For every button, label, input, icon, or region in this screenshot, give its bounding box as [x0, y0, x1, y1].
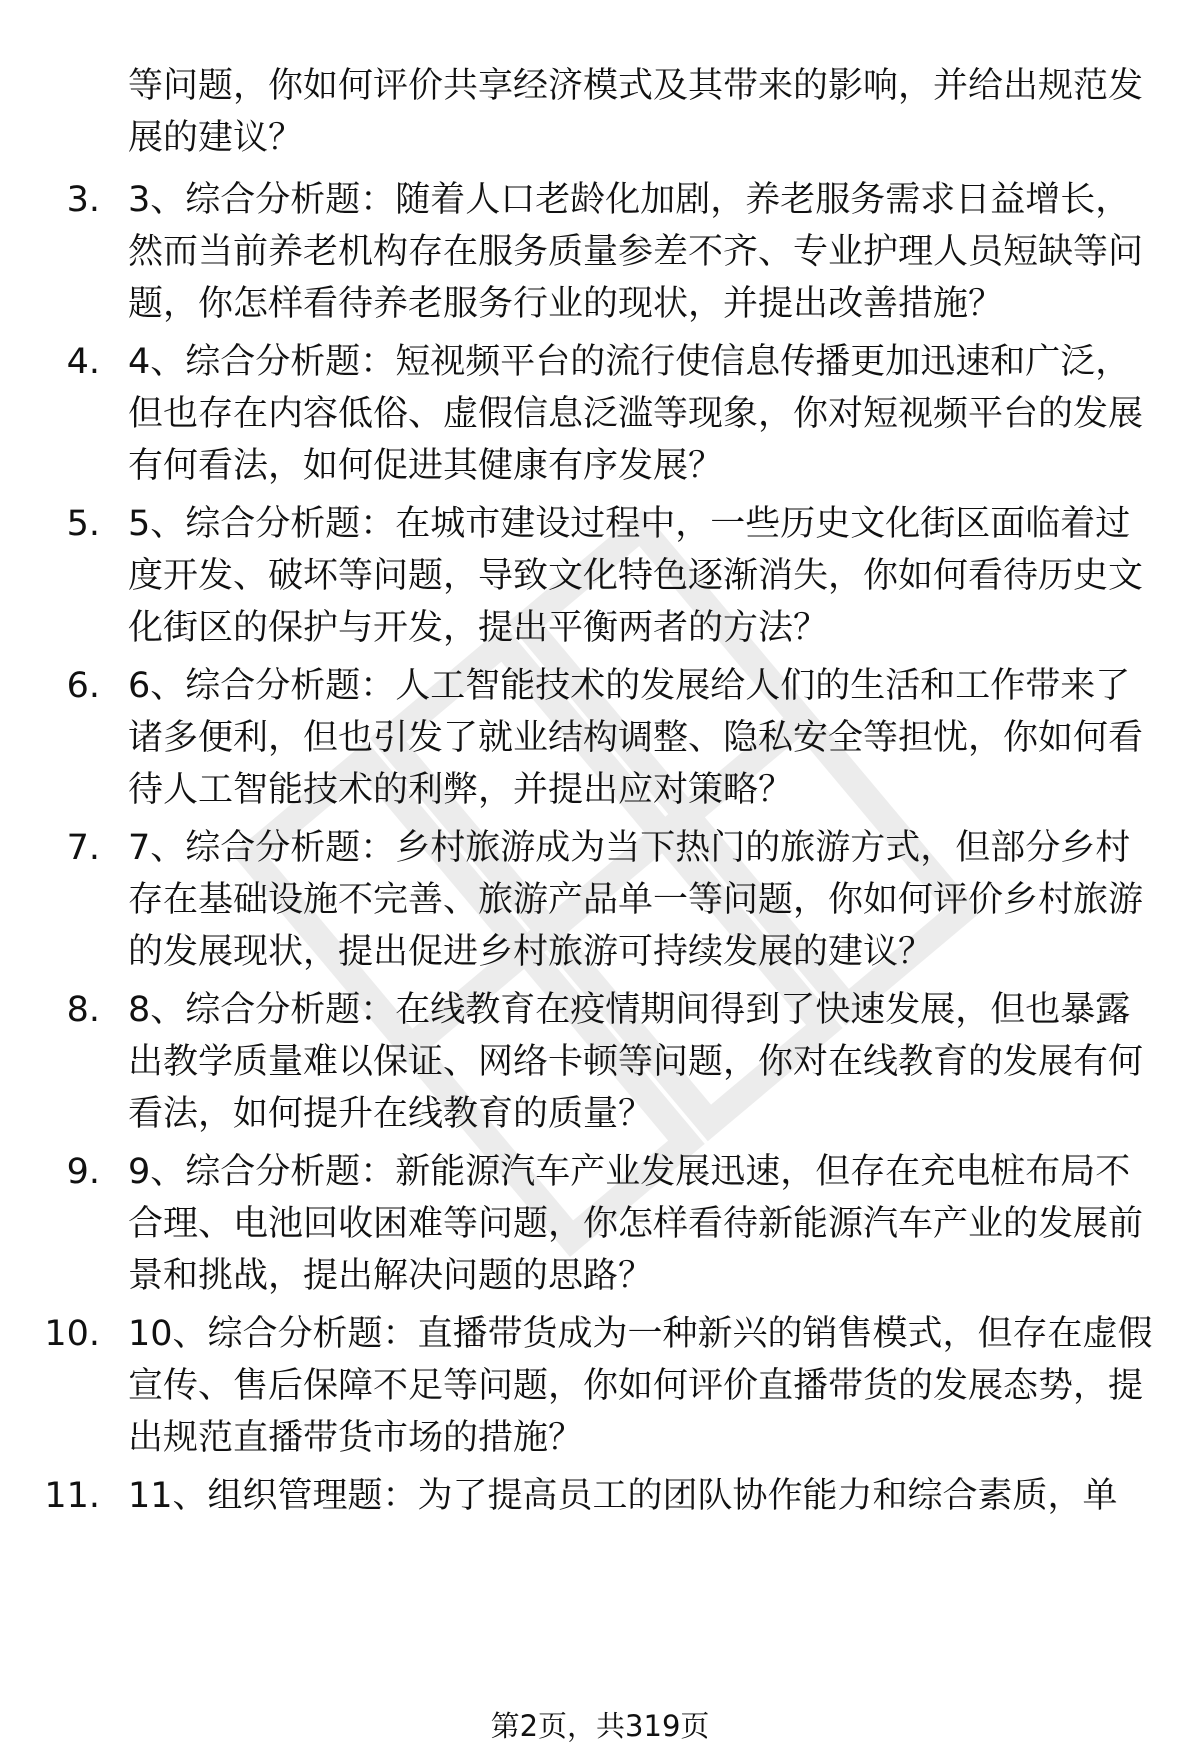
- item-number: 6.: [66, 666, 100, 706]
- item-number: 3.: [66, 180, 100, 220]
- continuation-text: 等问题，你如何评价共享经济模式及其带来的影响，并给出规范发展的建议？: [128, 66, 1144, 158]
- item-text: 5、综合分析题：在城市建设过程中，一些历史文化街区面临着过度开发、破坏等问题，导致文化特色逐渐消失，你如何看待历史文化街区的保护与开发，提出平衡两者的方法？: [128, 504, 1144, 648]
- item-text: 8、综合分析题：在线教育在疫情期间得到了快速发展，但也暴露出教学质量难以保证、网络卡顿等问题，你对在线教育的发展有何看法，如何提升在线教育的质量？: [128, 990, 1144, 1134]
- item-number: 11.: [44, 1476, 100, 1516]
- item-number: 4.: [66, 342, 100, 382]
- item-text: 10、综合分析题：直播带货成为一种新兴的销售模式，但存在虚假宣传、售后保障不足等问题，你如何评价直播带货的发展态势，提出规范直播带货市场的措施？: [128, 1314, 1153, 1458]
- item-text: 6、综合分析题：人工智能技术的发展给人们的生活和工作带来了诸多便利，但也引发了就业结构调整、隐私安全等担忧，你如何看待人工智能技术的利弊，并提出应对策略？: [128, 666, 1144, 810]
- item-number: 7.: [66, 828, 100, 868]
- item-number: 8.: [66, 990, 100, 1030]
- item-text: 9、综合分析题：新能源汽车产业发展迅速，但存在充电桩布局不合理、电池回收困难等问题，你怎样看待新能源汽车产业的发展前景和挑战，提出解决问题的思路？: [128, 1152, 1144, 1296]
- item-text: 7、综合分析题：乡村旅游成为当下热门的旅游方式，但部分乡村存在基础设施不完善、旅游产品单一等问题，你如何评价乡村旅游的发展现状，提出促进乡村旅游可持续发展的建议？: [128, 828, 1144, 972]
- item-number: 10.: [44, 1314, 100, 1354]
- item-text: 3、综合分析题：随着人口老龄化加剧，养老服务需求日益增长，然而当前养老机构存在服务质量参差不齐、专业护理人员短缺等问题，你怎样看待养老服务行业的现状，并提出改善措施？: [128, 180, 1144, 324]
- item-number: 5.: [66, 504, 100, 544]
- item-text: 11、组织管理题：为了提高员工的团队协作能力和综合素质，单: [128, 1476, 1118, 1516]
- page-footer: 第2页，共319页: [490, 1709, 710, 1743]
- item-number: 9.: [66, 1152, 100, 1192]
- item-text: 4、综合分析题：短视频平台的流行使信息传播更加迅速和广泛，但也存在内容低俗、虚假信息泛滥等现象，你对短视频平台的发展有何看法，如何促进其健康有序发展？: [128, 342, 1144, 486]
